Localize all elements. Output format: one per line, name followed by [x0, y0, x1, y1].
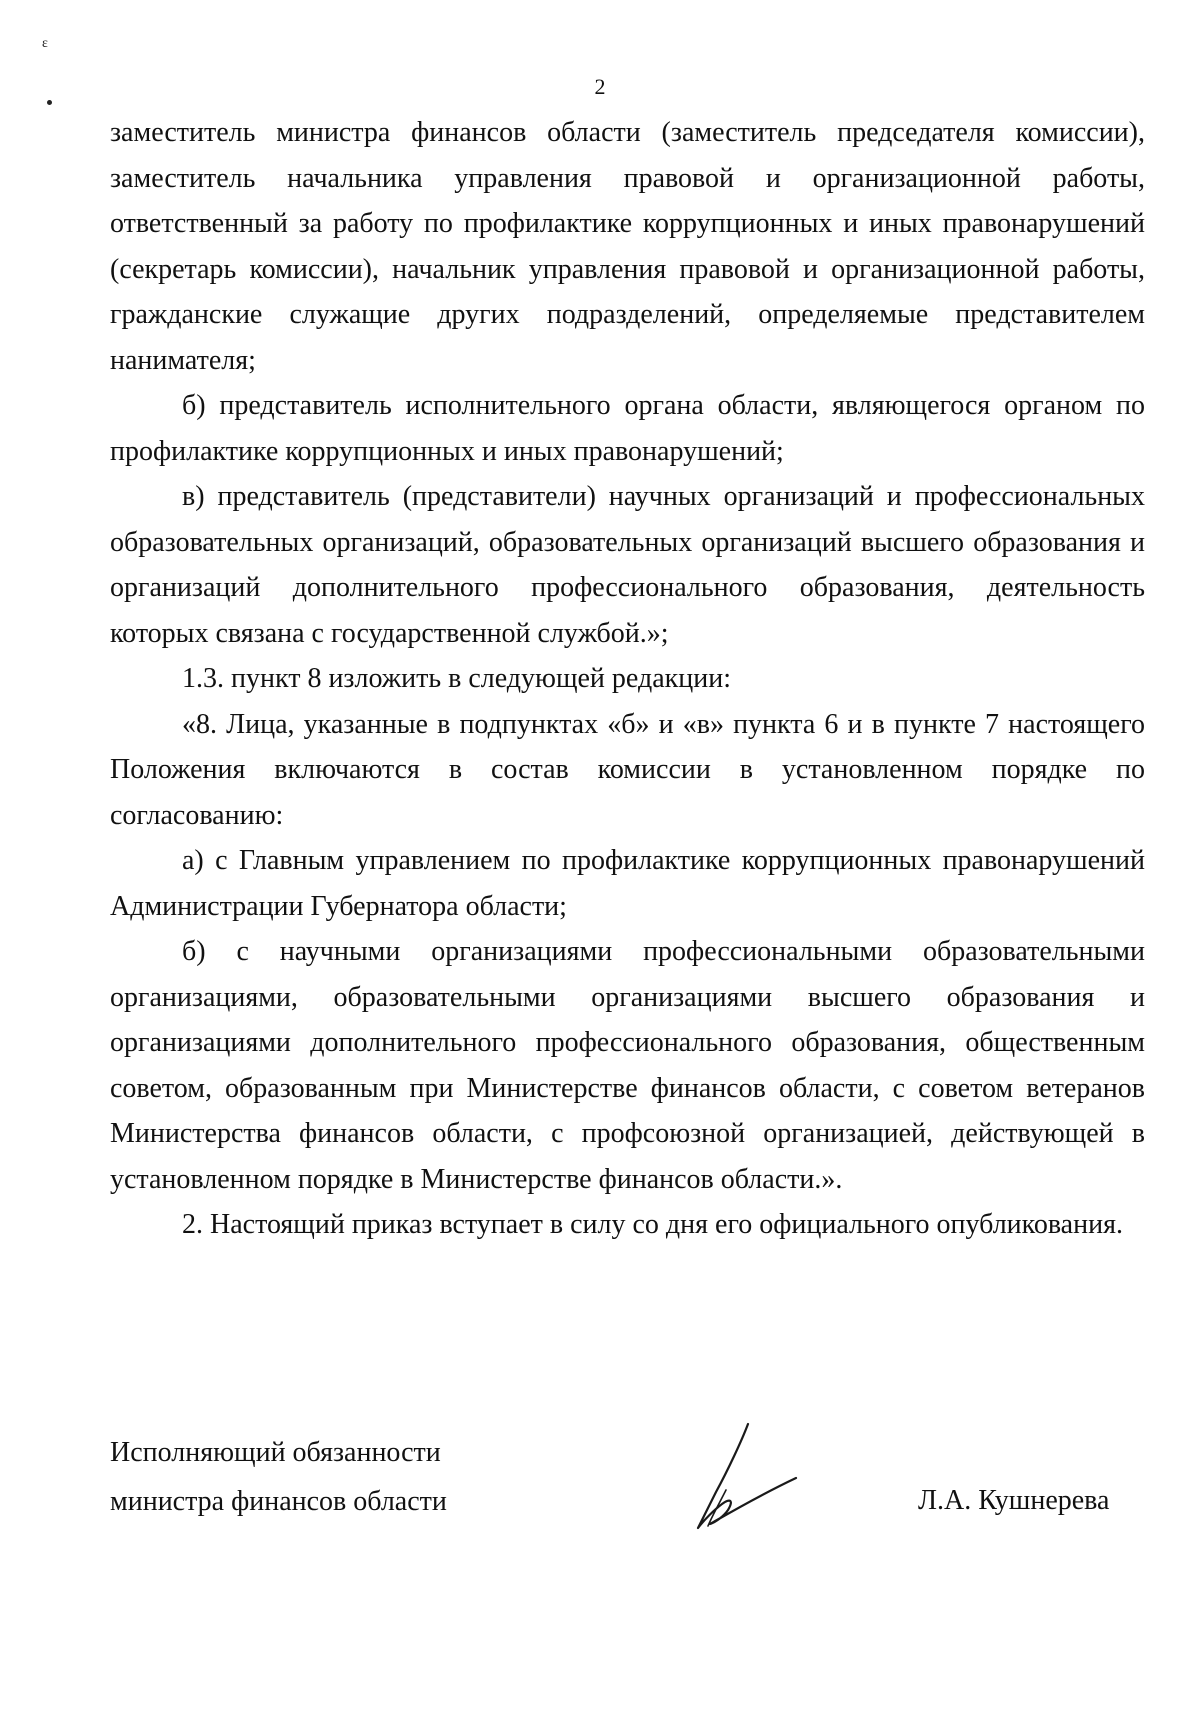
signatory-title-line-2: министра финансов области: [110, 1486, 447, 1517]
signatory-name: Л.А. Кушнерева: [918, 1485, 1110, 1516]
paragraph-clause-8: «8. Лица, указанные в подпунктах «б» и «в» пункта 6 и в пункте 7 настоящего Положения включаются в состав комиссии в установленном порядке по согласованию:: [110, 708, 1145, 831]
paragraph-item-b: б) представитель исполнительного органа области, являющегося органом по профилактике коррупционных и иных правонарушений;: [110, 390, 1145, 467]
paragraph-clause-2: 2. Настоящий приказ вступает в силу со дня его официального опубликования.: [182, 1209, 1123, 1240]
page-number: 2: [594, 74, 606, 99]
paragraph-clause-1-3: 1.3. пункт 8 изложить в следующей редакции:: [182, 663, 731, 694]
paragraph-item-v: в) представитель (представители) научных организаций и профессиональных образовательных организаций, образовательных организаций высшего образования и организаций дополнительного профессионального образования, деятельность которых связана с государственной службой.»;: [110, 481, 1145, 649]
paragraph-item-b-agreement: б) с научными организациями профессиональными образовательными организациями, образовательными организациями высшего образования и организациями дополнительного профессионального образования, общественным советом, образованным при Министерстве финансов области, с советом ветеранов Министерства финансов области, с профсоюзной организацией, действующей в установленном порядке в Министерстве финансов области.».: [110, 936, 1145, 1195]
scan-artifact-dot: [47, 100, 52, 105]
signatory-title-line-1: Исполняющий обязанности: [110, 1437, 441, 1468]
paragraph-members-list: заместитель министра финансов области (заместитель председателя комиссии), заместитель начальника управления правовой и организационной работы, ответственный за работу по профилактике коррупционных и иных правонарушений (секретарь комиссии), начальник управления правовой и организационной работы, гражданские служащие других подразделений, определяемые представителем нанимателя;: [110, 117, 1145, 376]
handwritten-signature-icon: [668, 1420, 808, 1535]
signatory-title: [110, 1428, 447, 1526]
scan-artifact-mark: ε: [42, 36, 48, 51]
paragraph-item-a: а) с Главным управлением по профилактике коррупционных правонарушений Администрации Губернатора области;: [110, 845, 1145, 922]
document-body: [110, 110, 1145, 1248]
signature-block: [110, 1428, 1110, 1538]
